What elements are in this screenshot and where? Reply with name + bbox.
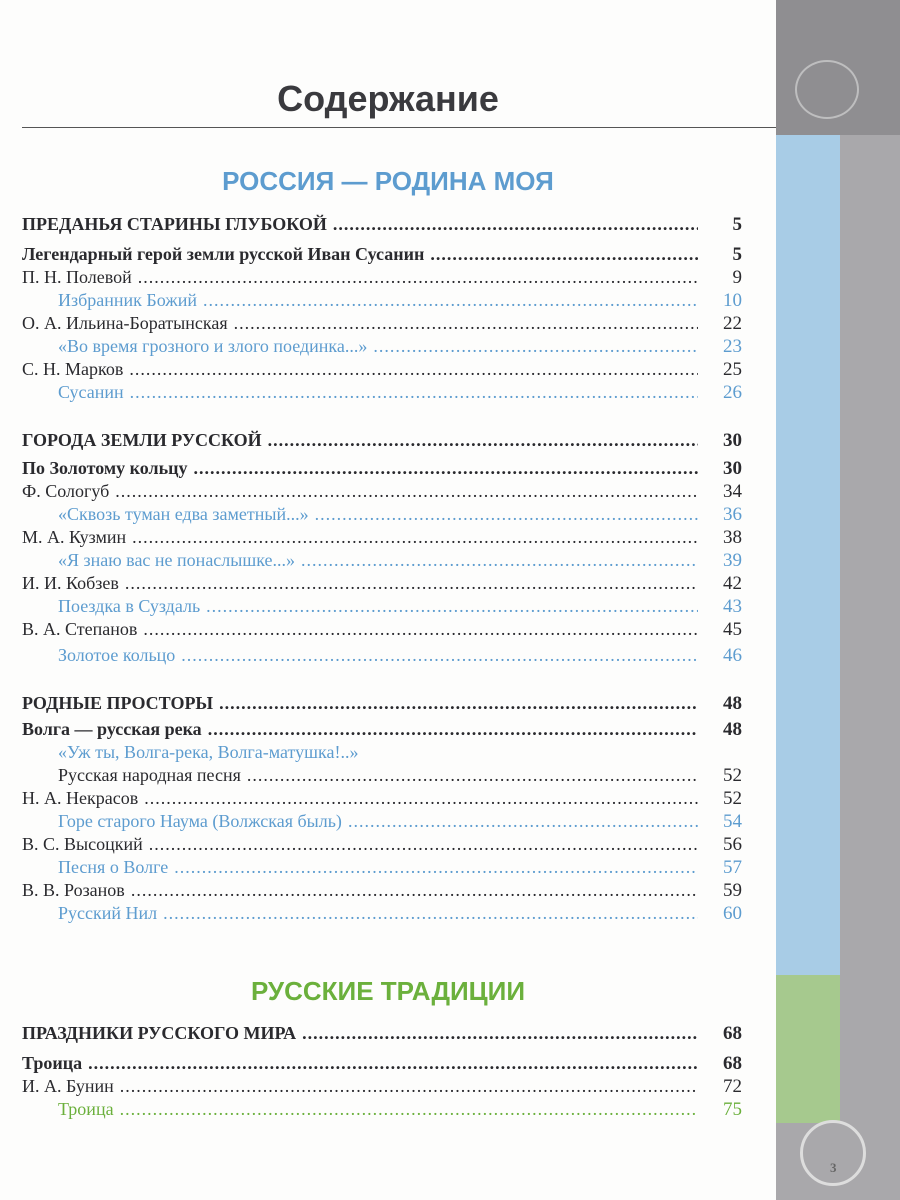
toc-entry [22, 381, 742, 404]
toc-entry [22, 718, 742, 741]
entry-title: РОДНЫЕ ПРОСТОРЫ [22, 693, 214, 713]
section-title: РУССКИЕ ТРАДИЦИИ [250, 976, 526, 1006]
dot-leader [268, 429, 698, 451]
dot-leader [144, 787, 698, 809]
entry-title: Горе старого Наума (Волжская быль) [58, 811, 342, 831]
entry-page: 68 [723, 1023, 742, 1044]
entry-page: 52 [723, 765, 742, 786]
entry-title: П. Н. Полевой [22, 267, 132, 287]
toc-entry [22, 266, 742, 289]
dot-leader [149, 833, 698, 855]
entry-title: Волга — русская река [22, 719, 202, 739]
section-tab-blue [776, 135, 840, 975]
entry-title: Троица [58, 1099, 114, 1119]
dot-leader [430, 243, 698, 265]
entry-title: По Золотому кольцу [22, 458, 188, 478]
entry-page: 10 [723, 290, 742, 311]
entry-title: В. А. Степанов [22, 619, 138, 639]
toc-entry [22, 595, 742, 618]
dot-leader [373, 335, 698, 357]
toc-entry [22, 358, 742, 381]
entry-page: 48 [723, 719, 742, 740]
entry-title: ПРАЗДНИКИ РУССКОГО МИРА [22, 1023, 297, 1043]
toc-entry [22, 902, 742, 925]
entry-page: 9 [732, 267, 742, 288]
entry-title: ГОРОДА ЗЕМЛИ РУССКОЙ [22, 430, 262, 450]
dot-leader [206, 595, 698, 617]
page-title: Содержание [277, 78, 499, 119]
toc-entry [22, 1022, 742, 1045]
entry-title: Избранник Божий [58, 290, 197, 310]
toc-entry [22, 692, 742, 715]
section-tab-green [776, 975, 840, 1123]
dot-leader [219, 692, 698, 714]
entry-title: Поездка в Суздаль [58, 596, 201, 616]
entry-page: 68 [723, 1053, 742, 1074]
entry-page: 59 [723, 880, 742, 901]
toc-entry [22, 526, 742, 549]
dot-leader [88, 1052, 698, 1074]
entry-page: 43 [723, 596, 742, 617]
page-number: 3 [830, 1160, 837, 1175]
toc-entry [22, 1075, 742, 1098]
dot-leader [302, 1022, 698, 1044]
ornament-icon [800, 1120, 866, 1186]
dot-leader [203, 289, 698, 311]
entry-page: 45 [723, 619, 742, 640]
toc-entry [22, 1052, 742, 1075]
entry-title: И. А. Бунин [22, 1076, 114, 1096]
dot-leader [301, 549, 698, 571]
dot-leader [120, 1075, 698, 1097]
entry-title: Русский Нил [58, 903, 158, 923]
toc-entry [22, 764, 742, 787]
dot-leader [125, 572, 698, 594]
entry-title: Сусанин [58, 382, 124, 402]
entry-page: 54 [723, 811, 742, 832]
toc-entry [22, 833, 742, 856]
dot-leader [132, 526, 698, 548]
toc-entry [22, 289, 742, 312]
entry-page: 56 [723, 834, 742, 855]
entry-title: Золотое кольцо [58, 645, 176, 665]
entry-page: 46 [723, 645, 742, 666]
entry-page: 30 [723, 458, 742, 479]
entry-title: «Сквозь туман едва заметный...» [58, 504, 309, 524]
dot-leader [247, 764, 698, 786]
entry-title: ПРЕДАНЬЯ СТАРИНЫ ГЛУБОКОЙ [22, 214, 327, 234]
dot-leader [234, 312, 698, 334]
toc-entry [22, 618, 742, 641]
entry-title: Ф. Сологуб [22, 481, 110, 501]
dot-leader [333, 213, 698, 235]
dot-leader [130, 381, 698, 403]
entry-page: 26 [723, 382, 742, 403]
dot-leader [138, 266, 698, 288]
dot-leader [315, 503, 698, 525]
dot-leader [181, 644, 698, 666]
entry-title: О. А. Ильина-Боратынская [22, 313, 228, 333]
toc-entry [22, 741, 742, 763]
toc-entry [22, 810, 742, 833]
entry-page: 30 [723, 430, 742, 451]
dot-leader [348, 810, 698, 832]
ornament-icon [795, 60, 859, 119]
entry-page: 5 [732, 244, 742, 265]
entry-title: И. И. Кобзев [22, 573, 119, 593]
toc-entry [22, 213, 742, 236]
toc-entry [22, 312, 742, 335]
entry-title: Песня о Волге [58, 857, 169, 877]
entry-title: «Во время грозного и злого поединка...» [58, 336, 368, 356]
entry-page: 5 [732, 214, 742, 235]
toc-entry [22, 644, 742, 667]
entry-page: 60 [723, 903, 742, 924]
entry-title: Русская народная песня [58, 765, 241, 785]
entry-title: Троица [22, 1053, 83, 1073]
entry-page: 72 [723, 1076, 742, 1097]
toc-entry [22, 856, 742, 879]
entry-page: 75 [723, 1099, 742, 1120]
dot-leader [194, 457, 698, 479]
section-title: РОССИЯ — РОДИНА МОЯ [222, 166, 554, 196]
entry-page: 36 [723, 504, 742, 525]
toc-entry [22, 503, 742, 526]
dot-leader [120, 1098, 698, 1120]
toc-entry [22, 1098, 742, 1121]
toc-entry [22, 335, 742, 358]
dot-leader [129, 358, 698, 380]
toc-entry [22, 480, 742, 503]
toc-entry [22, 243, 742, 266]
entry-title: М. А. Кузмин [22, 527, 127, 547]
dot-leader [208, 718, 698, 740]
toc-entry [22, 549, 742, 572]
entry-title: В. С. Высоцкий [22, 834, 143, 854]
entry-title: С. Н. Марков [22, 359, 124, 379]
entry-page: 38 [723, 527, 742, 548]
entry-page: 23 [723, 336, 742, 357]
entry-page: 48 [723, 693, 742, 714]
entry-title: В. В. Розанов [22, 880, 125, 900]
title-rule [22, 127, 776, 128]
entry-page: 25 [723, 359, 742, 380]
dot-leader [143, 618, 698, 640]
entry-page: 42 [723, 573, 742, 594]
entry-title: Легендарный герой земли русской Иван Сусанин [22, 244, 425, 264]
toc-entry [22, 457, 742, 480]
entry-title: «Я знаю вас не понаслышке...» [58, 550, 296, 570]
entry-page: 39 [723, 550, 742, 571]
toc-entry [22, 429, 742, 452]
dot-leader [115, 480, 698, 502]
entry-page: 22 [723, 313, 742, 334]
toc-entry [22, 787, 742, 810]
entry-page: 34 [723, 481, 742, 502]
toc-entry [22, 572, 742, 595]
entry-title: «Уж ты, Волга-река, Волга-матушка!..» [58, 742, 359, 762]
dot-leader [174, 856, 698, 878]
dot-leader [131, 879, 698, 901]
toc-entry [22, 879, 742, 902]
entry-title: Н. А. Некрасов [22, 788, 139, 808]
entry-page: 57 [723, 857, 742, 878]
dot-leader [163, 902, 698, 924]
entry-page: 52 [723, 788, 742, 809]
